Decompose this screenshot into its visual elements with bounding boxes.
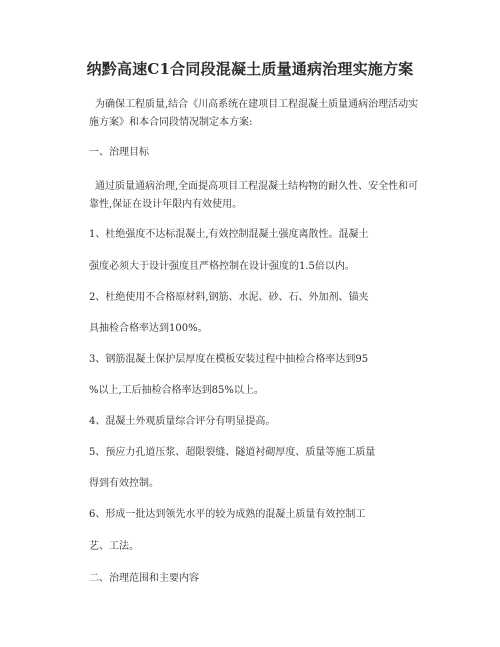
goal-item-6-line-1: 6、形成一批达到领先水平的较为成熟的混凝土质量有效控制工 [89, 509, 366, 520]
intro-paragraph [89, 96, 419, 132]
goal-item-2-line-1: 2、杜绝使用不合格原材料,钢筋、水泥、砂、石、外加剂、锚夹 [89, 292, 369, 303]
goal-item-2-line-2: 具抽检合格率达到100%。 [89, 323, 208, 334]
intro-text: 为确保工程质量,结合《川高系统在建项目工程混凝土质量通病治理活动实施方案》和本合同段情况制定本方案: [89, 99, 419, 128]
goal-item-6-line-2: 艺、工法。 [89, 541, 139, 552]
goal-text: 通过质量通病治理,全面提高项目工程混凝土结构物的耐久性、安全性和可靠性,保证在设计年限内有效使用。 [89, 181, 419, 210]
goal-item-4-line-1: 4、混凝土外观质量综合评分有明显提高。 [89, 416, 276, 427]
goal-paragraph [89, 178, 419, 214]
section-heading-goals: 一、治理目标 [89, 147, 149, 158]
goal-item-5-line-2: 得到有效控制。 [89, 478, 159, 489]
goal-item-1-line-1: 1、杜绝强度不达标混凝土,有效控制混凝土强度离散性。混凝土 [89, 229, 369, 240]
goal-item-3-line-2: %以上,工后抽检合格率达到85%以上。 [89, 385, 264, 396]
goal-item-1-line-2: 强度必须大于设计强度且严格控制在设计强度的1.5倍以内。 [89, 261, 355, 272]
section-heading-scope: 二、治理范围和主要内容 [89, 573, 199, 584]
goal-item-5-line-1: 5、预应力孔道压浆、超限裂缝、隧道衬砌厚度、质量等施工质量 [89, 447, 376, 458]
document-title: 纳黔高速C1合同段混凝土质量通病治理实施方案 [86, 60, 414, 78]
goal-item-3-line-1: 3、钢筋混凝土保护层厚度在模板安装过程中抽检合格率达到95 [89, 354, 369, 365]
